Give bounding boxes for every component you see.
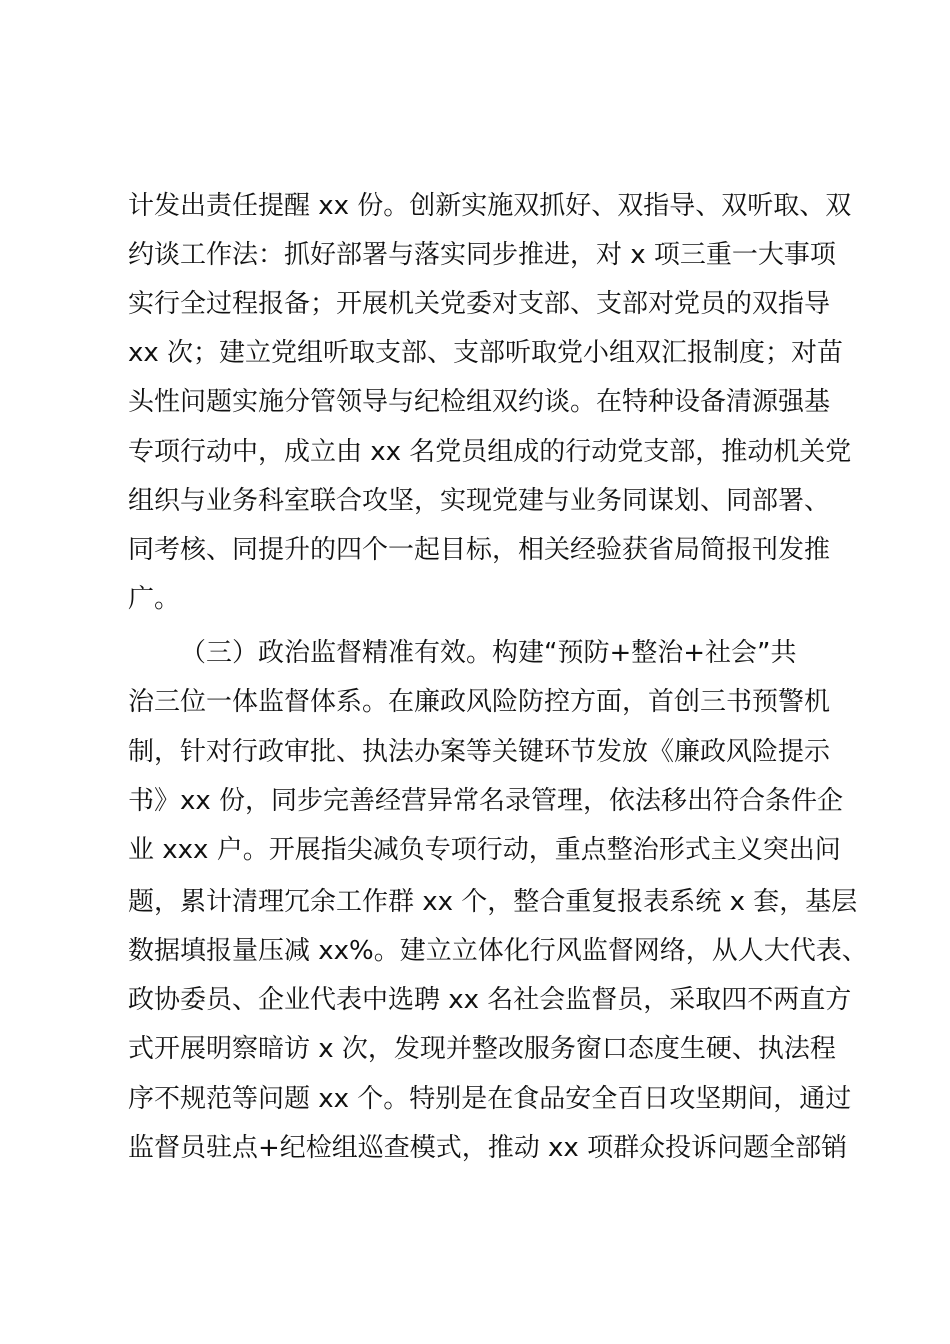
text-line: 题，累计清理冗余工作群 xx 个，整合重复报表系统 x 套，基层 <box>128 887 858 917</box>
text-line: 治三位一体监督体系。在廉政风险防控方面，首创三书预警机 <box>128 687 831 717</box>
text-line: 组织与业务科室联合攻坚，实现党建与业务同谋划、同部署、 <box>128 486 831 516</box>
text-line: 监督员驻点+纪检组巡查模式，推动 xx 项群众投诉问题全部销 <box>128 1133 848 1163</box>
text-line: 同考核、同提升的四个一起目标，相关经验获省局简报刊发推 <box>128 535 831 565</box>
section-heading-line: （三）政治监督精准有效。构建“预防+整治+社会”共 <box>180 638 797 668</box>
text-line: 序不规范等问题 xx 个。特别是在食品安全百日攻坚期间，通过 <box>128 1084 852 1114</box>
text-line: 业 xxx 户。开展指尖减负专项行动，重点整治形式主义突出问 <box>128 835 841 865</box>
text-line: 式开展明察暗访 x 次，发现并整改服务窗口态度生硬、执法程 <box>128 1034 836 1064</box>
text-line: xx 次；建立党组听取支部、支部听取党小组双汇报制度；对苗 <box>128 338 844 368</box>
text-line: 政协委员、企业代表中选聘 xx 名社会监督员，采取四不两直方 <box>128 985 852 1015</box>
text-line: 专项行动中，成立由 xx 名党员组成的行动党支部，推动机关党 <box>128 437 852 467</box>
text-line: 书》xx 份，同步完善经营异常名录管理，依法移出符合条件企 <box>128 786 844 816</box>
text-line: 约谈工作法：抓好部署与落实同步推进，对 x 项三重一大事项 <box>128 240 836 270</box>
text-line: 实行全过程报备；开展机关党委对支部、支部对党员的双指导 <box>128 289 831 319</box>
text-line: 制，针对行政审批、执法办案等关键环节发放《廉政风险提示 <box>128 737 831 767</box>
text-line: 计发出责任提醒 xx 份。创新实施双抓好、双指导、双听取、双 <box>128 191 852 221</box>
text-line: 广。 <box>128 584 181 614</box>
text-line: 头性问题实施分管领导与纪检组双约谈。在特种设备清源强基 <box>128 387 831 417</box>
text-line: 数据填报量压减 xx%。建立立体化行风监督网络，从人大代表、 <box>128 936 868 966</box>
